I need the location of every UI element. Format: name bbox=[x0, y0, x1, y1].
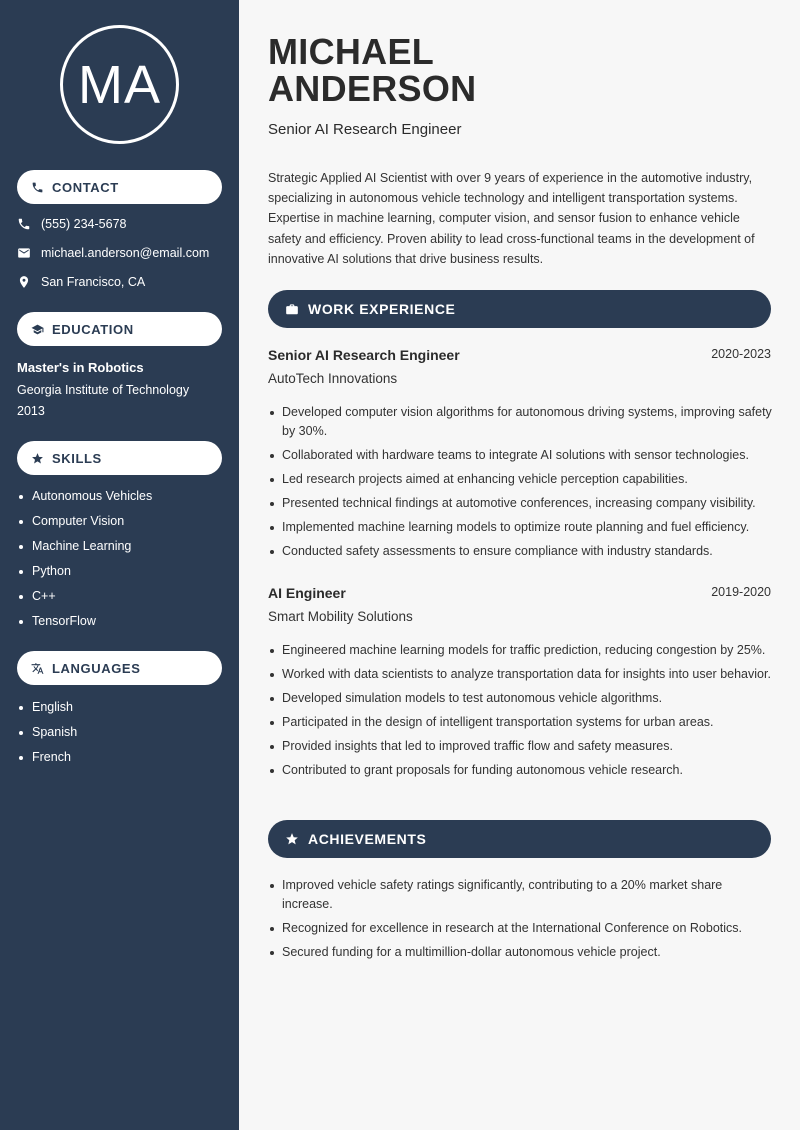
list-item: Collaborated with hardware teams to integrate AI solutions with sensor technologies. bbox=[268, 446, 773, 465]
achievements-bullets bbox=[268, 876, 773, 967]
education-heading bbox=[17, 312, 222, 346]
skills-heading-label: SKILLS bbox=[52, 450, 102, 466]
star-icon bbox=[31, 452, 44, 465]
graduation-cap-icon bbox=[31, 323, 44, 336]
skills-list bbox=[17, 489, 152, 639]
job-1-bullets bbox=[268, 403, 773, 566]
skills-heading bbox=[17, 441, 222, 475]
job-1-title: Senior AI Research Engineer bbox=[268, 347, 460, 363]
achievements-heading-label: ACHIEVEMENTS bbox=[308, 831, 427, 847]
translate-icon bbox=[31, 662, 44, 675]
list-item: Machine Learning bbox=[17, 539, 152, 564]
list-item: Presented technical findings at automotive conferences, increasing company visibility. bbox=[268, 494, 773, 513]
location-text: San Francisco, CA bbox=[41, 275, 146, 289]
list-item: English bbox=[17, 700, 77, 725]
job-1-company: AutoTech Innovations bbox=[268, 371, 398, 386]
languages-heading bbox=[17, 651, 222, 685]
name-line-last: ANDERSON bbox=[268, 68, 477, 109]
languages-list bbox=[17, 700, 77, 775]
list-item: Spanish bbox=[17, 725, 77, 750]
list-item: Developed simulation models to test autonomous vehicle algorithms. bbox=[268, 689, 773, 708]
list-item: Python bbox=[17, 564, 152, 589]
list-item: Autonomous Vehicles bbox=[17, 489, 152, 514]
avatar-initials: MA bbox=[60, 25, 179, 144]
languages-heading-label: LANGUAGES bbox=[52, 660, 141, 676]
list-item: Conducted safety assessments to ensure compliance with industry standards. bbox=[268, 542, 773, 561]
job-2-dates: 2019-2020 bbox=[711, 585, 771, 599]
profile-summary: Strategic Applied AI Scientist with over 9 years of experience in the automotive industry, specializing in autonomous vehicle technology and intelligent transportation systems. Expertise in machine learning, computer vision, and sensor fusion to enhance vehicle safety and efficiency. Proven ability to lead cross-functional teams in the development of innovative AI solutions that drive business results. bbox=[268, 171, 755, 266]
contact-heading bbox=[17, 170, 222, 204]
phone-icon bbox=[17, 217, 31, 231]
education-degree: Master's in Robotics bbox=[17, 360, 144, 375]
list-item: Worked with data scientists to analyze transportation data for insights into user behavior. bbox=[268, 665, 773, 684]
list-item: Secured funding for a multimillion-dollar autonomous vehicle project. bbox=[268, 943, 773, 962]
job-2-company: Smart Mobility Solutions bbox=[268, 609, 413, 624]
list-item: Provided insights that led to improved traffic flow and safety measures. bbox=[268, 737, 773, 756]
list-item: Improved vehicle safety ratings significantly, contributing to a 20% market share increase. bbox=[268, 876, 773, 914]
work-experience-heading-label: WORK EXPERIENCE bbox=[308, 301, 456, 317]
list-item: C++ bbox=[17, 589, 152, 614]
job-2-bullets bbox=[268, 641, 773, 785]
name-line-first: MICHAEL bbox=[268, 31, 435, 72]
list-item: Developed computer vision algorithms for autonomous driving systems, improving safety by 30%. bbox=[268, 403, 773, 441]
contact-phone bbox=[17, 217, 126, 231]
education-school: Georgia Institute of Technology bbox=[17, 383, 190, 397]
work-experience-heading bbox=[268, 290, 771, 328]
contact-location bbox=[17, 275, 145, 289]
location-pin-icon bbox=[17, 275, 31, 289]
list-item: French bbox=[17, 750, 77, 775]
list-item: TensorFlow bbox=[17, 614, 152, 639]
education-heading-label: EDUCATION bbox=[52, 321, 134, 337]
contact-heading-label: CONTACT bbox=[52, 179, 119, 195]
list-item: Implemented machine learning models to optimize route planning and fuel efficiency. bbox=[268, 518, 773, 537]
sidebar bbox=[0, 0, 239, 1130]
education-year: 2013 bbox=[17, 404, 45, 418]
list-item: Computer Vision bbox=[17, 514, 152, 539]
list-item: Contributed to grant proposals for funding autonomous vehicle research. bbox=[268, 761, 773, 780]
achievements-heading bbox=[268, 820, 771, 858]
job-title-headline: Senior AI Research Engineer bbox=[268, 121, 462, 138]
briefcase-icon bbox=[285, 302, 299, 316]
star-icon bbox=[285, 832, 299, 846]
list-item: Engineered machine learning models for traffic prediction, reducing congestion by 25%. bbox=[268, 641, 773, 660]
list-item: Participated in the design of intelligent transportation systems for urban areas. bbox=[268, 713, 773, 732]
job-1-dates: 2020-2023 bbox=[711, 347, 771, 361]
job-2-title: AI Engineer bbox=[268, 585, 346, 601]
phone-text: (555) 234-5678 bbox=[41, 217, 127, 231]
list-item: Led research projects aimed at enhancing vehicle perception capabilities. bbox=[268, 470, 773, 489]
contact-email[interactable] bbox=[17, 246, 209, 260]
phone-icon bbox=[31, 181, 44, 194]
list-item: Recognized for excellence in research at the International Conference on Robotics. bbox=[268, 919, 773, 938]
email-text[interactable]: michael.anderson@email.com bbox=[41, 246, 210, 260]
mail-icon bbox=[17, 246, 31, 260]
person-name bbox=[268, 33, 476, 107]
